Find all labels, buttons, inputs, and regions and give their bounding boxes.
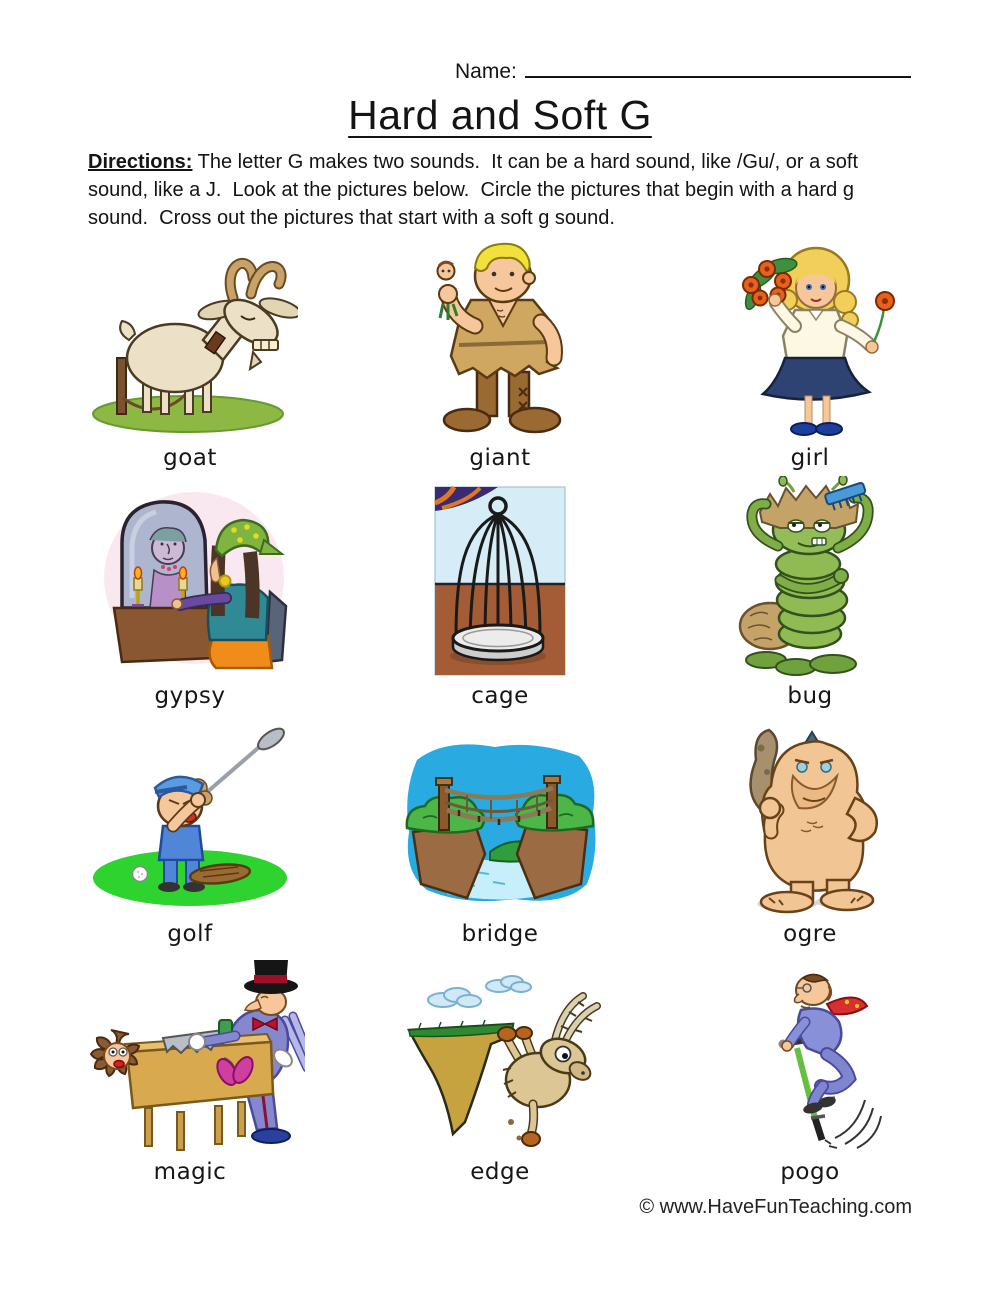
- item-label: bridge: [461, 921, 539, 947]
- pogo-illustration: [715, 960, 905, 1152]
- item-label: magic: [153, 1159, 227, 1185]
- worksheet-item-magic[interactable]: [35, 954, 345, 1192]
- name-row: [455, 56, 911, 84]
- worksheet-item-giant[interactable]: [345, 240, 655, 478]
- worksheet-item-golf[interactable]: [35, 716, 345, 954]
- ogre-illustration: [715, 722, 905, 914]
- item-label: ogre: [783, 921, 837, 947]
- giant-illustration: [415, 246, 585, 438]
- page-title: Hard and Soft G: [348, 92, 652, 138]
- gypsy-illustration: [84, 484, 296, 676]
- magic-illustration: [75, 960, 305, 1152]
- worksheet-item-goat[interactable]: [35, 240, 345, 478]
- golf-illustration: [85, 722, 295, 914]
- girl-illustration: [723, 246, 898, 438]
- cage-illustration: [434, 484, 566, 676]
- directions-label: Directions:: [88, 151, 193, 173]
- goat-illustration: [83, 246, 298, 438]
- item-label: girl: [790, 445, 830, 471]
- worksheet-item-bug[interactable]: [655, 478, 965, 716]
- item-label: gypsy: [154, 683, 226, 709]
- worksheet-item-pogo[interactable]: [655, 954, 965, 1192]
- bug-illustration: [720, 484, 900, 676]
- item-label: edge: [470, 1159, 530, 1185]
- bridge-illustration: [395, 722, 605, 914]
- directions: [88, 148, 916, 232]
- item-label: golf: [167, 921, 213, 947]
- worksheet-item-ogre[interactable]: [655, 716, 965, 954]
- footer-copyright: © www.HaveFunTeaching.com: [639, 1196, 912, 1218]
- item-label: goat: [163, 445, 217, 471]
- directions-text: The letter G makes two sounds. It can be a hard sound, like /Gu/, or a soft sound, like a J. Look at the pictures below. Circle the pictures that begin with a hard g sound. Cross out the pictures that start with a soft g sound.: [88, 151, 864, 229]
- worksheet-item-bridge[interactable]: [345, 716, 655, 954]
- worksheet-item-girl[interactable]: [655, 240, 965, 478]
- worksheet-item-gypsy[interactable]: [35, 478, 345, 716]
- picture-grid: [35, 240, 965, 1192]
- item-label: bug: [787, 683, 833, 709]
- item-label: giant: [469, 445, 531, 471]
- item-label: cage: [471, 683, 529, 709]
- name-label: Name:: [455, 60, 517, 83]
- item-label: pogo: [780, 1159, 840, 1185]
- worksheet-item-cage[interactable]: [345, 478, 655, 716]
- worksheet-item-edge[interactable]: [345, 954, 655, 1192]
- edge-illustration: [395, 960, 605, 1152]
- name-blank-line[interactable]: [525, 56, 911, 78]
